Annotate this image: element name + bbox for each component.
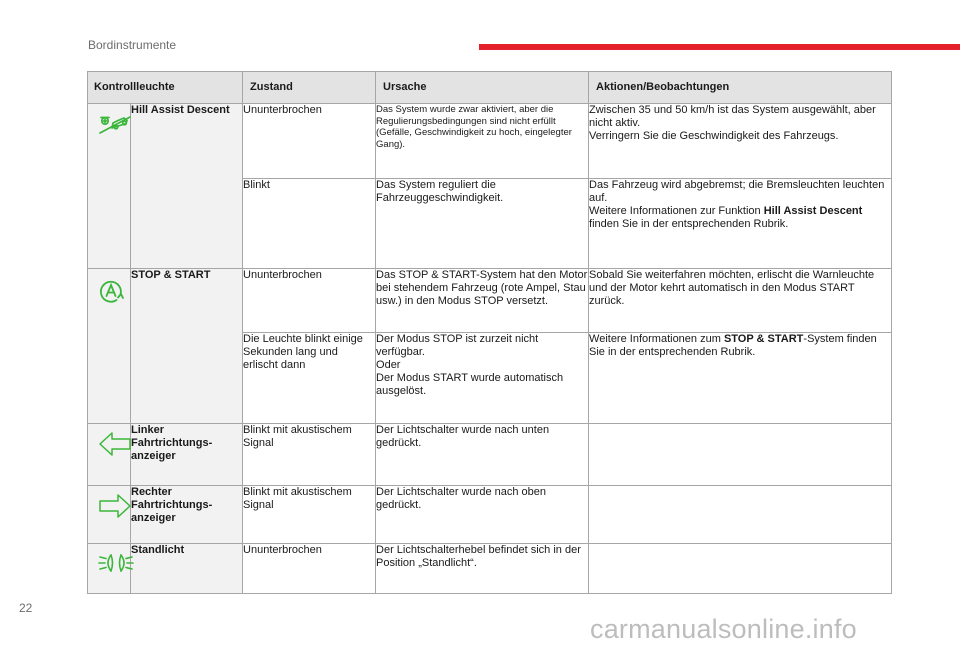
cause-cell	[376, 333, 589, 424]
action-text-bold: Hill Assist Descent	[763, 205, 863, 217]
warning-light-icon-cell	[88, 104, 131, 269]
state-cell: Die Leuchte blinkt einige Sekunden lang und erlischt dann	[243, 333, 376, 424]
cause-text: Oder	[376, 359, 401, 371]
watermark: carmanualsonline.info	[590, 614, 857, 644]
warning-light-icon-cell	[88, 269, 131, 424]
cause-cell: Der Lichtschalter wurde nach unten gedrückt.	[376, 424, 589, 486]
sidelights-icon	[98, 552, 134, 574]
action-text-bold: STOP & START	[723, 333, 804, 345]
hill-assist-descent-icon	[98, 113, 132, 137]
action-text-pre: Weitere Informationen zur Funktion	[589, 205, 764, 217]
action-text: Verringern Sie die Geschwindigkeit des Fahrzeugs.	[589, 130, 839, 142]
action-text-post: finden Sie in der entsprechenden Rubrik.	[589, 218, 789, 230]
header-accent-bar	[479, 44, 960, 50]
cause-cell: Das System reguliert die Fahrzeuggeschwindigkeit.	[376, 179, 589, 269]
column-header-zustand: Zustand	[243, 72, 376, 104]
action-cell	[589, 104, 892, 179]
warning-light-name: Linker Fahrtrichtungs-anzeiger	[131, 424, 243, 486]
stop-start-icon	[98, 278, 124, 304]
action-cell	[589, 333, 892, 424]
section-title: Bordinstrumente	[88, 38, 177, 52]
state-cell: Ununterbrochen	[243, 544, 376, 594]
action-cell	[589, 179, 892, 269]
warning-light-name: STOP & START	[131, 269, 243, 424]
action-text-pre: Weitere Informationen zum	[589, 333, 724, 345]
warning-lights-table	[87, 71, 892, 594]
cause-cell: Das System wurde zwar aktiviert, aber die Regulierungsbedingungen sind nicht erfüllt (Gefälle, Geschwindigkeit zu hoch, eingelegter Gang).	[376, 104, 589, 179]
warning-light-name: Hill Assist Descent	[131, 104, 243, 269]
column-header-aktionen: Aktionen/Beobachtungen	[589, 72, 892, 104]
page-number: 22	[19, 601, 33, 615]
column-header-kontrollleuchte: Kontrollleuchte	[88, 72, 243, 104]
right-turn-arrow-icon	[98, 492, 132, 520]
state-cell: Blinkt mit akustischem Signal	[243, 424, 376, 486]
cause-cell: Der Lichtschalterhebel befindet sich in der Position „Standlicht“.	[376, 544, 589, 594]
cause-cell: Das STOP & START-System hat den Motor bei stehendem Fahrzeug (rote Ampel, Stau usw.) in den Modus STOP versetzt.	[376, 269, 589, 333]
action-text: Zwischen 35 und 50 km/h ist das System ausgewählt, aber nicht aktiv.	[589, 104, 876, 129]
cause-text: Der Modus START wurde automatisch ausgelöst.	[376, 372, 564, 397]
action-text	[589, 205, 891, 231]
action-text-post: -System finden Sie in der entsprechenden Rubrik.	[589, 333, 877, 358]
action-text: Das Fahrzeug wird abgebremst; die Bremsleuchten leuchten auf.	[589, 179, 885, 204]
state-cell: Ununterbrochen	[243, 104, 376, 179]
left-turn-arrow-icon	[98, 430, 132, 458]
table-row	[88, 269, 892, 333]
warning-light-name: Rechter Fahrtrichtungs-anzeiger	[131, 486, 243, 544]
table-row	[88, 544, 892, 594]
table-header-row	[88, 72, 892, 104]
action-cell	[589, 424, 892, 486]
state-cell: Blinkt mit akustischem Signal	[243, 486, 376, 544]
table-row	[88, 104, 892, 179]
warning-light-name: Standlicht	[131, 544, 243, 594]
cause-text: Der Modus STOP ist zurzeit nicht verfügbar.	[376, 333, 539, 358]
warning-light-icon-cell	[88, 544, 131, 594]
table-row	[88, 486, 892, 544]
warning-light-icon-cell	[88, 486, 131, 544]
table-row	[88, 424, 892, 486]
state-cell: Blinkt	[243, 179, 376, 269]
state-cell: Ununterbrochen	[243, 269, 376, 333]
action-cell	[589, 486, 892, 544]
cause-cell: Der Lichtschalter wurde nach oben gedrückt.	[376, 486, 589, 544]
action-cell	[589, 544, 892, 594]
column-header-ursache: Ursache	[376, 72, 589, 104]
action-cell: Sobald Sie weiterfahren möchten, erlischt die Warnleuchte und der Motor kehrt automatisch in den Modus START zurück.	[589, 269, 892, 333]
warning-light-icon-cell	[88, 424, 131, 486]
